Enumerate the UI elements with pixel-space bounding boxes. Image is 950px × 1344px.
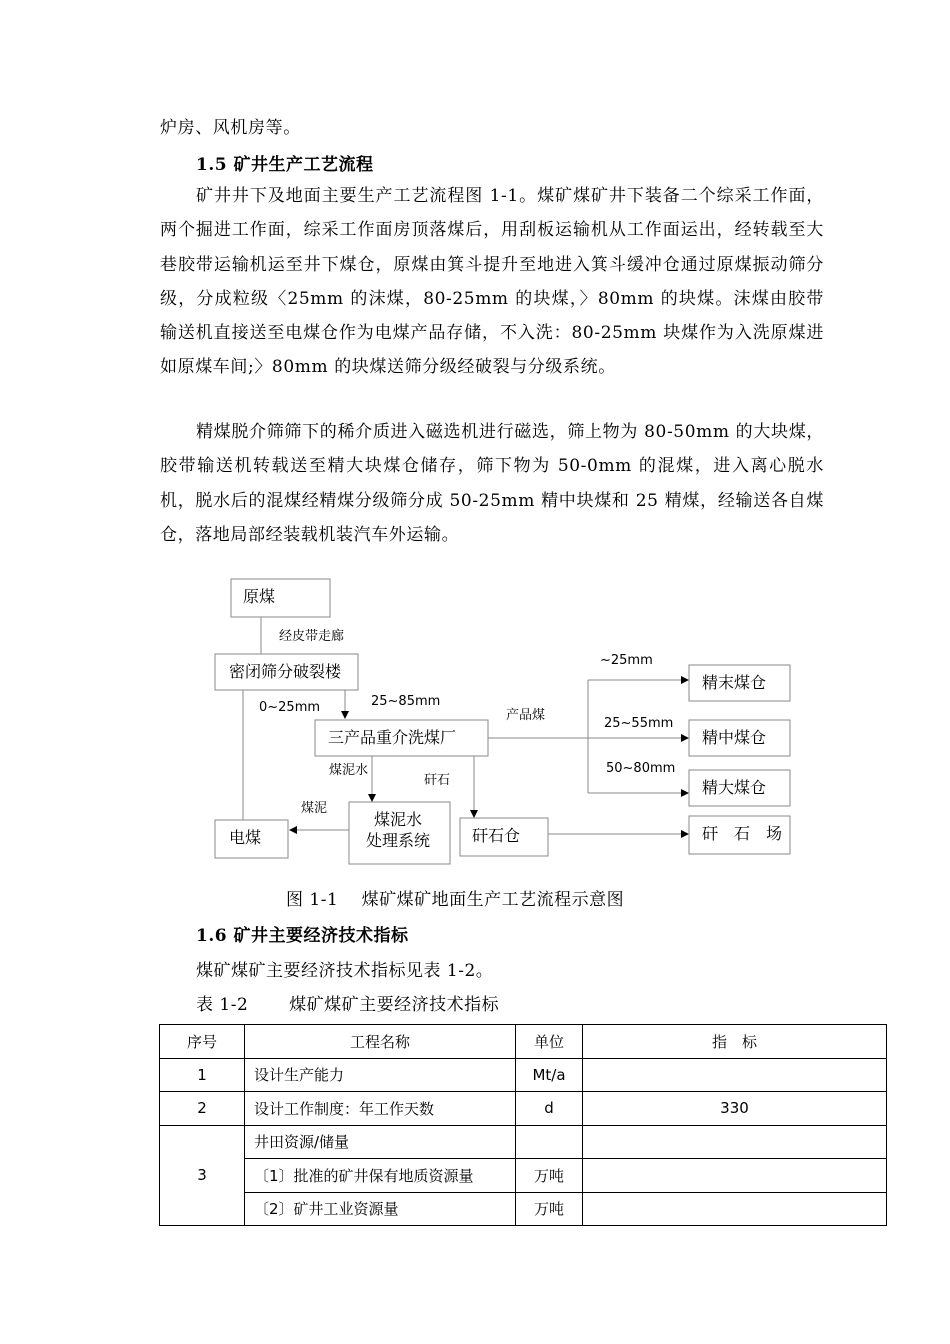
header-name: 工程名称 — [245, 1025, 516, 1059]
gangue-bin-label: 矸石仓 — [472, 826, 521, 845]
size-25-85-label: 25~85mm — [371, 694, 441, 709]
row-unit: Mt/a — [516, 1058, 583, 1092]
header-unit: 单位 — [516, 1025, 583, 1059]
table-header-row — [160, 1025, 887, 1059]
gangue-yard-label: 矸 石 场 — [702, 824, 783, 843]
row-value — [583, 1058, 887, 1092]
size-25-55-label: 25~55mm — [604, 716, 674, 731]
size-50-80-label: 50~80mm — [606, 761, 676, 776]
para-process-description: 矿井井下及地面主要生产工艺流程图 1-1。煤矿煤矿井下装备二个综采工作面，两个掘进工作面，综采工作面房顶落煤后，用刮板运输机从工作面运出，经转载至大巷胶带运输机运至井下煤仓，原煤由箕斗提升至地进入箕斗缓冲仓通过原煤振动筛分级，分成粒级〈25mm 的沫煤，80-25mm 的块煤，〉80mm 的块煤。沫煤由胶带输送机直接送至电煤仓作为电煤产品存储，不入洗：80-25mm 块煤作为入洗原煤进如原煤车间;〉80mm 的块煤送筛分级经破裂与分级系统。 — [160, 186, 824, 378]
treatment-label-line1: 煤泥水 — [374, 810, 423, 829]
row-no: 3 — [160, 1125, 245, 1226]
table-row — [160, 1125, 887, 1159]
row-unit: 万吨 — [516, 1159, 583, 1193]
mid-bin-label: 精中煤仓 — [702, 728, 767, 747]
table-row — [160, 1092, 887, 1126]
fine-bin-label: 精末煤仓 — [702, 673, 767, 692]
indicators-table — [159, 1024, 887, 1226]
row-unit — [516, 1125, 583, 1159]
header-value: 指 标 — [583, 1025, 887, 1059]
screen-building-label: 密闭筛分破裂楼 — [229, 662, 342, 681]
figure-caption: 图 1-1 煤矿煤矿地面生产工艺流程示意图 — [286, 890, 625, 910]
raw-coal-label: 原煤 — [243, 587, 276, 606]
slime-label: 煤泥 — [301, 801, 328, 816]
treatment-label-line2: 处理系统 — [366, 831, 431, 850]
row-name: 井田资源/储量 — [245, 1125, 516, 1159]
row-name: 设计工作制度：年工作天数 — [245, 1092, 516, 1126]
row-value — [583, 1125, 887, 1159]
row-name: 〔1〕批准的矿井保有地质资源量 — [245, 1159, 516, 1193]
para-continuation: 炉房、风机房等。 — [160, 118, 301, 138]
row-unit: 万吨 — [516, 1192, 583, 1226]
washery-label: 三产品重介洗煤厂 — [328, 728, 457, 747]
table-row — [160, 1192, 887, 1226]
size-lt25-label: ~25mm — [600, 653, 653, 668]
table-intro-text: 煤矿煤矿主要经济技术指标见表 1-2。 — [196, 961, 494, 981]
table-row — [160, 1159, 887, 1193]
process-flow-diagram — [0, 570, 950, 870]
belt-corridor-label: 经皮带走廊 — [279, 629, 345, 644]
gangue-label: 矸石 — [424, 773, 451, 788]
size-0-25-label: 0~25mm — [259, 700, 321, 715]
row-no: 2 — [160, 1092, 245, 1126]
table-caption: 表 1-2 煤矿煤矿主要经济技术指标 — [196, 995, 500, 1015]
table-row — [160, 1058, 887, 1092]
row-name: 〔2〕矿井工业资源量 — [245, 1192, 516, 1226]
slime-water-label: 煤泥水 — [329, 763, 369, 778]
row-no: 1 — [160, 1058, 245, 1092]
section-heading-1-6: 1.6 矿井主要经济技术指标 — [196, 926, 409, 946]
row-value — [583, 1159, 887, 1193]
row-unit: d — [516, 1092, 583, 1126]
row-value: 330 — [583, 1092, 887, 1126]
product-coal-label: 产品煤 — [506, 708, 546, 723]
header-no: 序号 — [160, 1025, 245, 1059]
section-heading-1-5: 1.5 矿井生产工艺流程 — [196, 155, 374, 175]
power-coal-label: 电煤 — [229, 828, 262, 847]
row-value — [583, 1192, 887, 1226]
para-coal-cleaning: 精煤脱介筛筛下的稀介质进入磁选机进行磁选，筛上物为 80-50mm 的大块煤，胶带输送机转载送至精大块煤仓储存，筛下物为 50-0mm 的混煤，进入离心脱水机，脱水后的混煤经精煤分级筛分成 50-25mm 精中块煤和 25 精煤，经输送各自煤仓，落地局部经装载机装汽车外运输。 — [160, 422, 824, 545]
big-bin-label: 精大煤仓 — [702, 778, 767, 797]
row-name: 设计生产能力 — [245, 1058, 516, 1092]
